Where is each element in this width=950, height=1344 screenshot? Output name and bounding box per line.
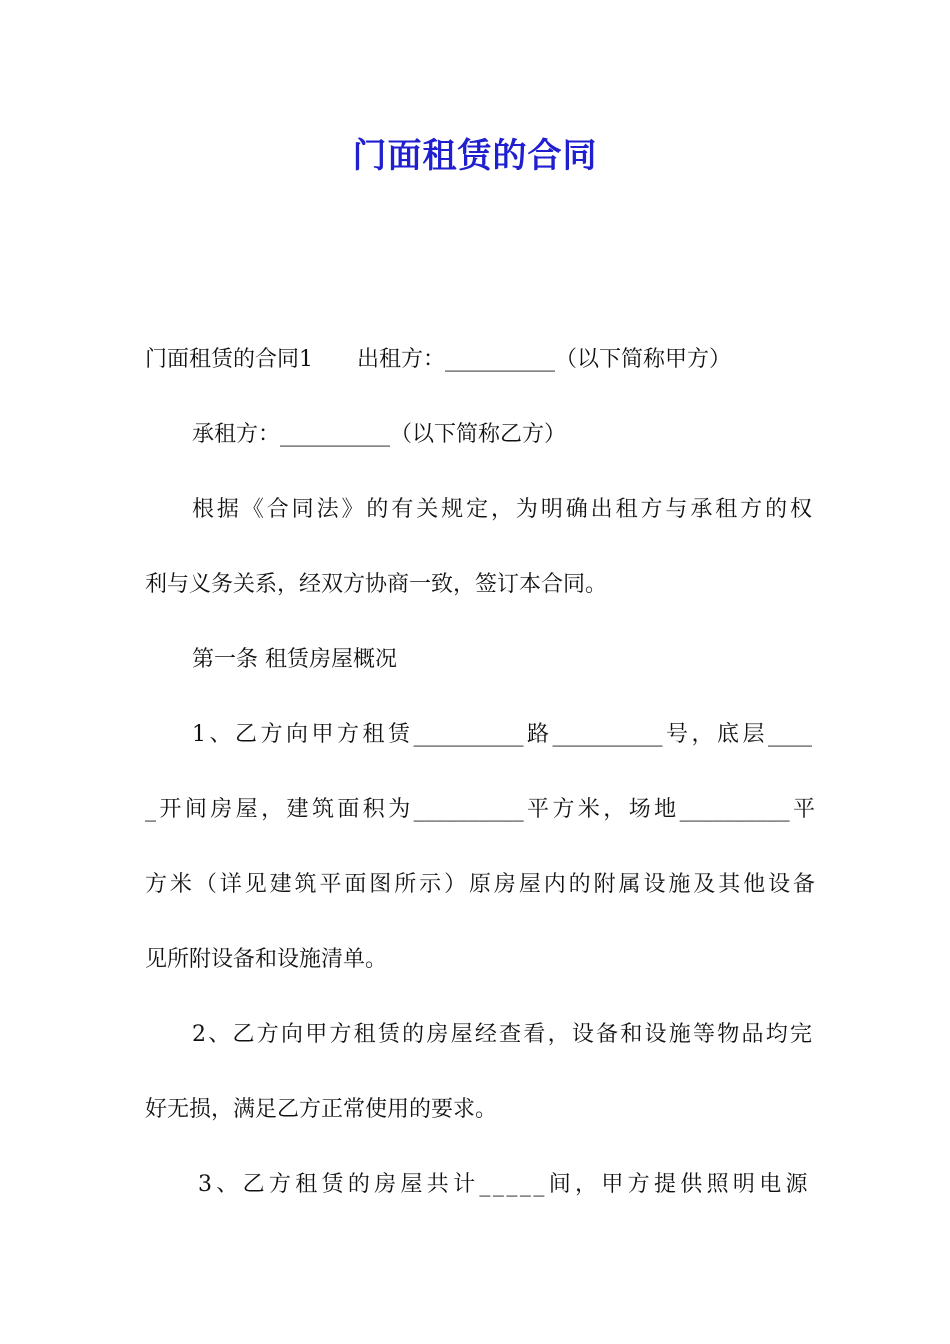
paragraph-line-lessee: 承租方：__________（以下简称乙方） xyxy=(192,422,567,447)
paragraph-line: 1、乙方向甲方租赁__________路__________号，底层____ xyxy=(192,722,812,747)
paragraph-line: 见所附设备和设施清单。 xyxy=(145,947,388,972)
paragraph-line: 3、乙方租赁的房屋共计_____间，甲方提供照明电源 xyxy=(198,1172,810,1197)
section-heading: 第一条 租赁房屋概况 xyxy=(192,647,397,672)
paragraph-line: 利与义务关系，经双方协商一致，签订本合同。 xyxy=(145,572,608,597)
paragraph-line: _开间房屋，建筑面积为__________平方米，场地__________平 xyxy=(145,797,815,822)
document-title: 门面租赁的合同 xyxy=(352,136,598,176)
paragraph-line: 根据《合同法》的有关规定，为明确出租方与承租方的权 xyxy=(192,497,812,522)
paragraph-line: 2、乙方向甲方租赁的房屋经查看，设备和设施等物品均完 xyxy=(192,1022,812,1047)
paragraph-line-intro: 门面租赁的合同1 出租方：__________（以下简称甲方） xyxy=(145,347,731,372)
paragraph-line: 好无损，满足乙方正常使用的要求。 xyxy=(145,1097,498,1122)
paragraph-line: 方米（详见建筑平面图所示）原房屋内的附属设施及其他设备 xyxy=(145,872,815,897)
